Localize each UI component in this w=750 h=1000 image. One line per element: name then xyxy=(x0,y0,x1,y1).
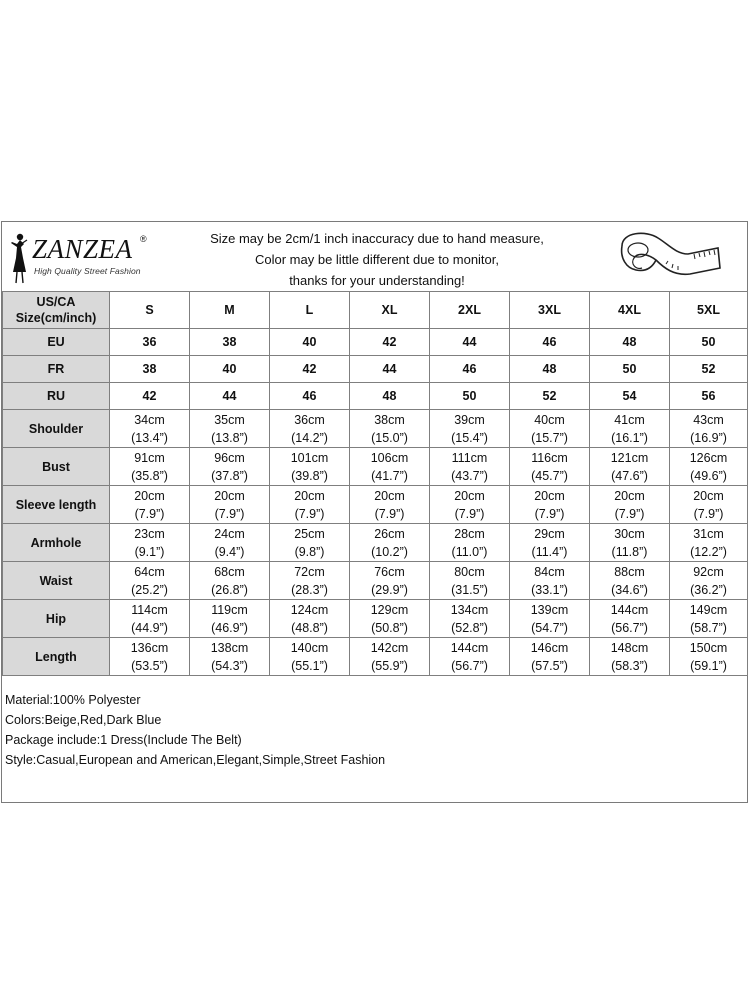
measurement-cell xyxy=(190,562,270,600)
inch-value: (58.7”) xyxy=(690,620,727,635)
inch-value: (15.0”) xyxy=(371,430,408,445)
package-line: Package include:1 Dress(Include The Belt) xyxy=(5,733,242,747)
size-header-cell: L xyxy=(270,292,350,329)
size-value-cell: 52 xyxy=(670,356,748,383)
inch-value: (55.9”) xyxy=(371,658,408,673)
inch-value: (13.8”) xyxy=(211,430,248,445)
measurement-cell xyxy=(270,524,350,562)
inch-value: (26.8”) xyxy=(211,582,248,597)
measurement-cell xyxy=(670,448,748,486)
measurement-cell xyxy=(110,562,190,600)
cm-value: 31cm xyxy=(693,526,724,541)
inch-value: (7.9”) xyxy=(454,506,485,521)
measurement-cell xyxy=(430,486,510,524)
measurement-cell xyxy=(590,638,670,676)
measurement-cell xyxy=(110,600,190,638)
cm-value: 68cm xyxy=(214,564,245,579)
cm-value: 129cm xyxy=(370,602,409,617)
inch-value: (29.9”) xyxy=(371,582,408,597)
cm-value: 36cm xyxy=(294,412,325,427)
colors-line: Colors:Beige,Red,Dark Blue xyxy=(5,713,162,727)
measurement-cell xyxy=(430,448,510,486)
size-value-cell: 50 xyxy=(670,329,748,356)
size-header-row xyxy=(3,292,748,329)
inch-value: (46.9”) xyxy=(211,620,248,635)
measurement-cell xyxy=(590,410,670,448)
inch-value: (33.1”) xyxy=(531,582,568,597)
row-label: Waist xyxy=(3,562,110,600)
inch-value: (43.7”) xyxy=(451,468,488,483)
size-value-cell: 48 xyxy=(590,329,670,356)
row-label: EU xyxy=(3,329,110,356)
row-label: Sleeve length xyxy=(3,486,110,524)
cm-value: 96cm xyxy=(214,450,245,465)
size-value-cell: 50 xyxy=(590,356,670,383)
measurement-cell xyxy=(670,410,748,448)
inch-value: (9.4”) xyxy=(214,544,245,559)
cm-value: 144cm xyxy=(610,602,649,617)
measurement-cell xyxy=(350,410,430,448)
inch-value: (9.1”) xyxy=(134,544,165,559)
inch-value: (31.5”) xyxy=(451,582,488,597)
inch-value: (7.9”) xyxy=(214,506,245,521)
size-header-label: US/CA Size(cm/inch) xyxy=(3,292,110,329)
measurement-cell xyxy=(270,486,350,524)
size-value-cell: 42 xyxy=(350,329,430,356)
inch-value: (59.1”) xyxy=(690,658,727,673)
cm-value: 121cm xyxy=(610,450,649,465)
size-header-cell: 4XL xyxy=(590,292,670,329)
measurement-cell xyxy=(510,410,590,448)
cm-value: 106cm xyxy=(370,450,409,465)
cm-value: 26cm xyxy=(374,526,405,541)
size-value-cell: 54 xyxy=(590,383,670,410)
measurement-cell xyxy=(590,448,670,486)
size-value-cell: 48 xyxy=(510,356,590,383)
material-line: Material:100% Polyester xyxy=(5,693,141,707)
measurement-cell xyxy=(510,562,590,600)
cm-value: 146cm xyxy=(530,640,569,655)
size-value-cell: 42 xyxy=(270,356,350,383)
cm-value: 136cm xyxy=(130,640,169,655)
inch-value: (15.4”) xyxy=(451,430,488,445)
notice-line: Size may be 2cm/1 inch inaccuracy due to hand measure, xyxy=(210,231,544,246)
cm-value: 114cm xyxy=(131,602,168,617)
measurement-cell xyxy=(350,562,430,600)
size-chart-sheet xyxy=(1,221,748,803)
size-header-cell: 3XL xyxy=(510,292,590,329)
measurement-cell xyxy=(190,524,270,562)
measurement-cell xyxy=(270,562,350,600)
brand-logo xyxy=(6,228,156,288)
inch-value: (50.8”) xyxy=(371,620,408,635)
cm-value: 80cm xyxy=(454,564,485,579)
inch-value: (54.7”) xyxy=(531,620,568,635)
notice-line: thanks for your understanding! xyxy=(289,273,465,288)
inch-value: (56.7”) xyxy=(611,620,648,635)
measurement-cell xyxy=(670,562,748,600)
row-label: Armhole xyxy=(3,524,110,562)
cm-value: 20cm xyxy=(454,488,485,503)
inch-value: (39.8”) xyxy=(291,468,328,483)
cm-value: 139cm xyxy=(530,602,569,617)
inch-value: (48.8”) xyxy=(291,620,328,635)
fashion-model-icon xyxy=(8,232,30,284)
inch-value: (57.5”) xyxy=(531,658,568,673)
cm-value: 35cm xyxy=(214,412,245,427)
size-value-cell: 56 xyxy=(670,383,748,410)
cm-value: 72cm xyxy=(294,564,325,579)
inch-value: (34.6”) xyxy=(611,582,648,597)
inch-value: (49.6”) xyxy=(690,468,727,483)
size-value-cell: 40 xyxy=(190,356,270,383)
cm-value: 20cm xyxy=(214,488,245,503)
brand-tagline: High Quality Street Fashion xyxy=(34,266,141,276)
measurement-cell xyxy=(670,600,748,638)
cm-value: 126cm xyxy=(689,450,728,465)
measurement-cell xyxy=(350,486,430,524)
inch-value: (14.2”) xyxy=(291,430,328,445)
size-value-cell: 48 xyxy=(350,383,430,410)
row-label: RU xyxy=(3,383,110,410)
size-header-cell: XL xyxy=(350,292,430,329)
size-conversion-row xyxy=(3,383,748,410)
measurement-cell xyxy=(670,524,748,562)
measurement-cell xyxy=(510,448,590,486)
row-label: Bust xyxy=(3,448,110,486)
cm-value: 20cm xyxy=(134,488,165,503)
inch-value: (7.9”) xyxy=(614,506,645,521)
measurement-cell xyxy=(190,600,270,638)
size-header-cell: M xyxy=(190,292,270,329)
inch-value: (56.7”) xyxy=(451,658,488,673)
measurement-cell xyxy=(190,486,270,524)
inch-value: (55.1”) xyxy=(291,658,328,673)
measurement-row xyxy=(3,486,748,524)
inch-value: (44.9”) xyxy=(131,620,168,635)
cm-value: 148cm xyxy=(610,640,649,655)
measurement-cell xyxy=(350,600,430,638)
size-value-cell: 46 xyxy=(270,383,350,410)
cm-value: 138cm xyxy=(210,640,249,655)
cm-value: 111cm xyxy=(451,450,488,465)
inch-value: (11.8”) xyxy=(611,544,648,559)
measurement-cell xyxy=(110,638,190,676)
measurement-cell xyxy=(430,638,510,676)
cm-value: 124cm xyxy=(290,602,329,617)
size-value-cell: 42 xyxy=(110,383,190,410)
measurement-cell xyxy=(110,486,190,524)
size-header-cell: 2XL xyxy=(430,292,510,329)
registered-mark: ® xyxy=(140,234,147,244)
inch-value: (28.3”) xyxy=(291,582,328,597)
inch-value: (15.7”) xyxy=(531,430,568,445)
inch-value: (45.7”) xyxy=(531,468,568,483)
cm-value: 28cm xyxy=(454,526,485,541)
cm-value: 116cm xyxy=(531,450,568,465)
size-value-cell: 46 xyxy=(510,329,590,356)
measurement-cell xyxy=(270,600,350,638)
cm-value: 38cm xyxy=(374,412,405,427)
cm-value: 20cm xyxy=(534,488,565,503)
cm-value: 119cm xyxy=(211,602,248,617)
measurement-cell xyxy=(590,486,670,524)
size-value-cell: 44 xyxy=(190,383,270,410)
inch-value: (7.9”) xyxy=(693,506,724,521)
cm-value: 150cm xyxy=(689,640,728,655)
measurement-cell xyxy=(350,524,430,562)
measurement-cell xyxy=(590,562,670,600)
measurement-cell xyxy=(270,638,350,676)
inch-value: (12.2”) xyxy=(690,544,727,559)
size-conversion-row xyxy=(3,329,748,356)
inch-value: (52.8”) xyxy=(451,620,488,635)
size-table xyxy=(2,291,748,676)
size-header-cell: 5XL xyxy=(670,292,748,329)
size-conversion-row xyxy=(3,356,748,383)
brand-name: ZANZEA xyxy=(32,234,133,264)
measurement-cell xyxy=(270,448,350,486)
cm-value: 88cm xyxy=(614,564,645,579)
cm-value: 76cm xyxy=(374,564,405,579)
measurement-row xyxy=(3,524,748,562)
cm-value: 149cm xyxy=(689,602,728,617)
cm-value: 34cm xyxy=(134,412,165,427)
size-value-cell: 52 xyxy=(510,383,590,410)
row-label: Hip xyxy=(3,600,110,638)
cm-value: 20cm xyxy=(693,488,724,503)
row-label: Shoulder xyxy=(3,410,110,448)
measurement-row xyxy=(3,638,748,676)
size-value-cell: 44 xyxy=(350,356,430,383)
style-line: Style:Casual,European and American,Elegant,Simple,Street Fashion xyxy=(5,753,386,767)
size-value-cell: 50 xyxy=(430,383,510,410)
inch-value: (41.7”) xyxy=(371,468,408,483)
measurement-cell xyxy=(430,524,510,562)
measurement-row xyxy=(3,410,748,448)
inch-value: (13.4”) xyxy=(131,430,168,445)
measurement-cell xyxy=(670,486,748,524)
cm-value: 64cm xyxy=(134,564,165,579)
measurement-row xyxy=(3,600,748,638)
inch-value: (54.3”) xyxy=(211,658,248,673)
measurement-row xyxy=(3,562,748,600)
row-label: FR xyxy=(3,356,110,383)
size-value-cell: 38 xyxy=(110,356,190,383)
inch-value: (7.9”) xyxy=(534,506,565,521)
measurement-cell xyxy=(270,410,350,448)
measuring-tape-icon xyxy=(616,224,722,290)
measurement-cell xyxy=(510,638,590,676)
cm-value: 43cm xyxy=(693,412,724,427)
cm-value: 20cm xyxy=(374,488,405,503)
size-value-cell: 44 xyxy=(430,329,510,356)
measurement-cell xyxy=(430,600,510,638)
cm-value: 144cm xyxy=(450,640,489,655)
inch-value: (9.8”) xyxy=(294,544,325,559)
cm-value: 92cm xyxy=(693,564,724,579)
size-value-cell: 38 xyxy=(190,329,270,356)
inch-value: (16.9”) xyxy=(690,430,727,445)
notice-line: Color may be little different due to monitor, xyxy=(255,252,499,267)
inch-value: (7.9”) xyxy=(294,506,325,521)
measurement-cell xyxy=(190,448,270,486)
measurement-cell xyxy=(430,562,510,600)
size-chart-header xyxy=(2,222,747,291)
cm-value: 39cm xyxy=(454,412,485,427)
cm-value: 25cm xyxy=(294,526,325,541)
inch-value: (11.0”) xyxy=(451,544,488,559)
measurement-cell xyxy=(110,448,190,486)
measurement-cell xyxy=(590,600,670,638)
inch-value: (25.2”) xyxy=(131,582,168,597)
inch-value: (37.8”) xyxy=(211,468,248,483)
cm-value: 24cm xyxy=(214,526,245,541)
cm-value: 84cm xyxy=(534,564,565,579)
measurement-cell xyxy=(350,448,430,486)
cm-value: 91cm xyxy=(134,450,165,465)
inch-value: (53.5”) xyxy=(131,658,168,673)
measurement-cell xyxy=(190,638,270,676)
inch-value: (16.1”) xyxy=(611,430,648,445)
cm-value: 140cm xyxy=(290,640,329,655)
size-value-cell: 40 xyxy=(270,329,350,356)
measurement-cell xyxy=(350,638,430,676)
inch-value: (47.6”) xyxy=(611,468,648,483)
measurement-cell xyxy=(430,410,510,448)
inch-value: (36.2”) xyxy=(690,582,727,597)
measurement-cell xyxy=(190,410,270,448)
measurement-cell xyxy=(670,638,748,676)
cm-value: 134cm xyxy=(450,602,489,617)
cm-value: 23cm xyxy=(134,526,165,541)
size-value-cell: 36 xyxy=(110,329,190,356)
cm-value: 30cm xyxy=(614,526,645,541)
measurement-cell xyxy=(510,600,590,638)
inch-value: (35.8”) xyxy=(131,468,168,483)
measurement-cell xyxy=(510,524,590,562)
measurement-cell xyxy=(590,524,670,562)
product-info xyxy=(5,690,385,770)
row-label: Length xyxy=(3,638,110,676)
cm-value: 20cm xyxy=(294,488,325,503)
inch-value: (7.9”) xyxy=(134,506,165,521)
cm-value: 142cm xyxy=(370,640,409,655)
measurement-cell xyxy=(510,486,590,524)
cm-value: 29cm xyxy=(534,526,565,541)
inch-value: (10.2”) xyxy=(371,544,408,559)
measurement-cell xyxy=(110,410,190,448)
measurement-row xyxy=(3,448,748,486)
inch-value: (58.3”) xyxy=(611,658,648,673)
size-header-cell: S xyxy=(110,292,190,329)
measurement-notice xyxy=(192,228,562,291)
measurement-cell xyxy=(110,524,190,562)
inch-value: (7.9”) xyxy=(374,506,405,521)
inch-value: (11.4”) xyxy=(531,544,568,559)
size-value-cell: 46 xyxy=(430,356,510,383)
cm-value: 20cm xyxy=(614,488,645,503)
cm-value: 40cm xyxy=(534,412,565,427)
cm-value: 101cm xyxy=(290,450,329,465)
cm-value: 41cm xyxy=(614,412,645,427)
